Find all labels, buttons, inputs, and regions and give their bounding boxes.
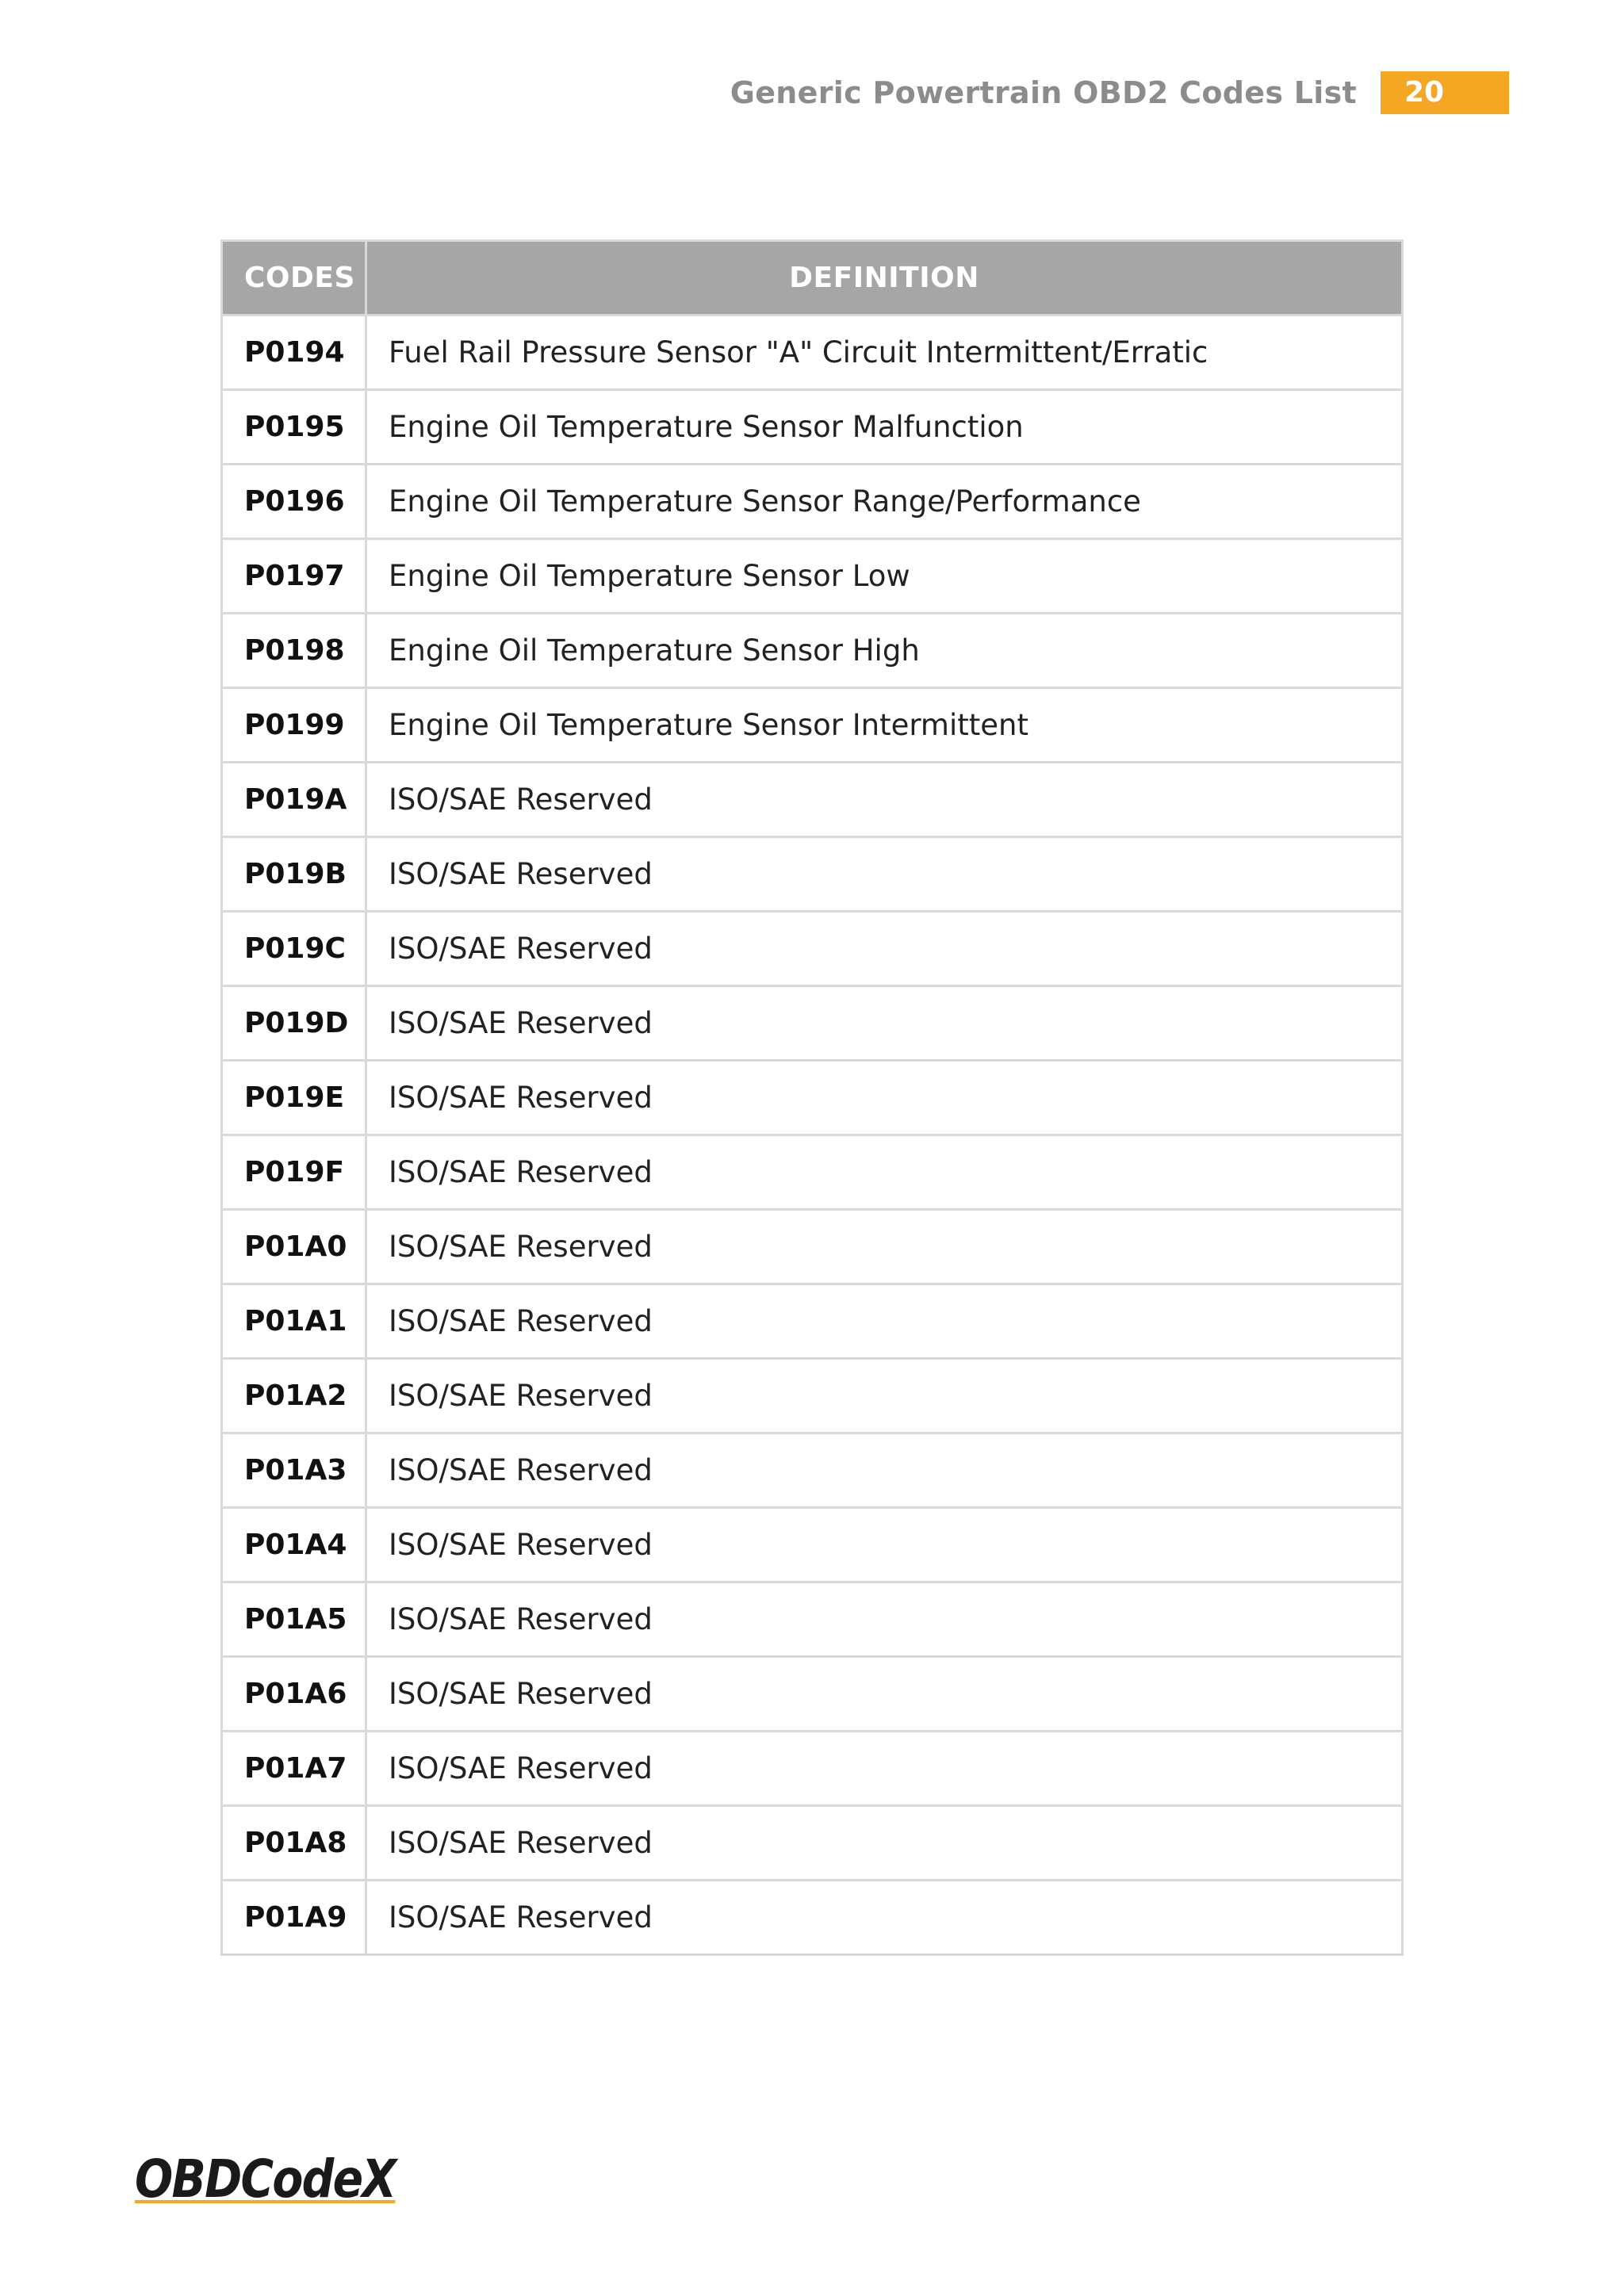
definition-cell: ISO/SAE Reserved [366, 986, 1403, 1061]
table-row [222, 688, 1403, 763]
table-row [222, 316, 1403, 390]
logo-text: OBDCodeX [135, 2149, 396, 2210]
table-row [222, 986, 1403, 1061]
code-cell: P01A3 [222, 1433, 366, 1508]
code-cell: P01A7 [222, 1732, 366, 1806]
column-header-codes: CODES [222, 241, 366, 316]
table-row [222, 1732, 1403, 1806]
definition-cell: Engine Oil Temperature Sensor High [366, 614, 1403, 688]
code-cell: P01A5 [222, 1582, 366, 1657]
code-cell: P01A2 [222, 1359, 366, 1433]
definition-cell: ISO/SAE Reserved [366, 1135, 1403, 1210]
code-cell: P019D [222, 986, 366, 1061]
code-cell: P019A [222, 763, 366, 837]
code-cell: P019E [222, 1061, 366, 1135]
code-cell: P0198 [222, 614, 366, 688]
table-body [222, 316, 1403, 1955]
table-row [222, 390, 1403, 465]
definition-cell: Engine Oil Temperature Sensor Intermittent [366, 688, 1403, 763]
definition-cell: ISO/SAE Reserved [366, 1061, 1403, 1135]
code-cell: P01A1 [222, 1284, 366, 1359]
obdcodex-logo [135, 2150, 438, 2210]
definition-cell: Engine Oil Temperature Sensor Low [366, 539, 1403, 614]
code-cell: P0195 [222, 390, 366, 465]
definition-cell: ISO/SAE Reserved [366, 1210, 1403, 1284]
code-cell: P0199 [222, 688, 366, 763]
page-header [730, 71, 1509, 114]
code-cell: P019C [222, 912, 366, 986]
table-row [222, 912, 1403, 986]
definition-cell: ISO/SAE Reserved [366, 1284, 1403, 1359]
table-header-row [222, 241, 1403, 316]
definition-cell: Engine Oil Temperature Sensor Malfunction [366, 390, 1403, 465]
table-row [222, 1135, 1403, 1210]
definition-cell: ISO/SAE Reserved [366, 1508, 1403, 1582]
table-row [222, 1061, 1403, 1135]
table-row [222, 1806, 1403, 1881]
definition-cell: ISO/SAE Reserved [366, 1657, 1403, 1732]
definition-cell: ISO/SAE Reserved [366, 763, 1403, 837]
table-row [222, 837, 1403, 912]
definition-cell: ISO/SAE Reserved [366, 1582, 1403, 1657]
table-row [222, 1284, 1403, 1359]
table-row [222, 539, 1403, 614]
code-cell: P0196 [222, 465, 366, 539]
definition-cell: ISO/SAE Reserved [366, 1359, 1403, 1433]
code-cell: P01A8 [222, 1806, 366, 1881]
table-row [222, 465, 1403, 539]
page-number-badge: 20 [1381, 71, 1509, 114]
definition-cell: ISO/SAE Reserved [366, 1732, 1403, 1806]
table-row [222, 1433, 1403, 1508]
code-cell: P01A9 [222, 1881, 366, 1955]
code-cell: P01A6 [222, 1657, 366, 1732]
table-row [222, 1582, 1403, 1657]
code-cell: P019F [222, 1135, 366, 1210]
definition-cell: ISO/SAE Reserved [366, 1806, 1403, 1881]
document-title: Generic Powertrain OBD2 Codes List [730, 75, 1357, 110]
definition-cell: Fuel Rail Pressure Sensor "A" Circuit Intermittent/Erratic [366, 316, 1403, 390]
table-row [222, 1881, 1403, 1955]
table-row [222, 614, 1403, 688]
table-row [222, 1359, 1403, 1433]
column-header-definition: DEFINITION [366, 241, 1403, 316]
definition-cell: ISO/SAE Reserved [366, 837, 1403, 912]
definition-cell: ISO/SAE Reserved [366, 1433, 1403, 1508]
code-cell: P0194 [222, 316, 366, 390]
obd-codes-table [220, 239, 1404, 1956]
table-row [222, 1508, 1403, 1582]
code-cell: P01A4 [222, 1508, 366, 1582]
definition-cell: ISO/SAE Reserved [366, 1881, 1403, 1955]
code-cell: P0197 [222, 539, 366, 614]
definition-cell: ISO/SAE Reserved [366, 912, 1403, 986]
table-row [222, 1210, 1403, 1284]
code-cell: P01A0 [222, 1210, 366, 1284]
definition-cell: Engine Oil Temperature Sensor Range/Performance [366, 465, 1403, 539]
table-row [222, 763, 1403, 837]
table-row [222, 1657, 1403, 1732]
code-cell: P019B [222, 837, 366, 912]
